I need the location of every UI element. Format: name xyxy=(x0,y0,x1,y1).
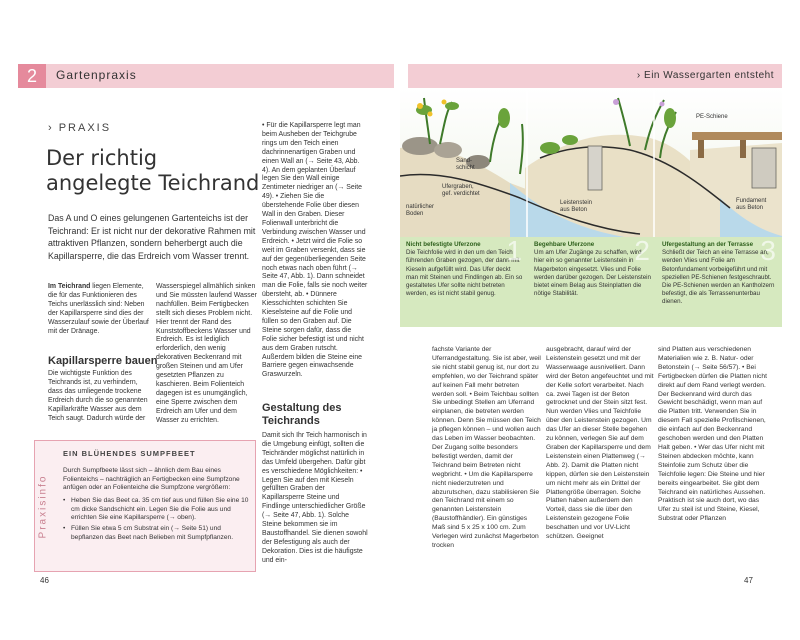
chapter-title: Gartenpraxis xyxy=(56,68,137,82)
column-1-text: liegen Elemente, die für das Funktionieren des Teichs unerlässlich sind: Neben der Kapillarsperre sind dies der Wasserzulauf sowie der Überlauf mit der Dränage. xyxy=(48,283,149,335)
intro-paragraph: Das A und O eines gelungenen Gartenteichs ist der Teichrand: Er ist nicht nur der dekorative Rahmen mit attraktiven Pflanzen, sondern beherbergt auch die Kapillarsperre, die das Erdreich vom Wasser trennt. xyxy=(48,213,256,261)
caption-2 xyxy=(534,235,652,298)
praxisinfo-box xyxy=(34,440,256,572)
column-4-paragraph: fachste Variante der Uferrandgestaltung. Sie ist aber, weil sie nicht stabil genug ist, nur dort zu empfehlen, wo der Teichrand später auf keinen Fall mehr betreten werden soll. • Beim Teichbau sollten Sie unbedingt Stellen am Uferrand einplanen, die betreten werden können. Denn Sie müssen den Teich ja pflegen können – und wollen auch das Leben im Wasser beobachten. Der Zugang sollte besonders befestigt werden, damit der Teichrand beim Betreten nicht wegbricht. • Um die Kapillarsperre nicht niederzutreten und abzurutschen, dazu stabilisieren Sie den Teichrand mit einem so genannten Leistenstein (Baustoffhändler). Ein günstiges Maß sind 5 x 25 x 100 cm. Zum Verlegen wird zunächst Magerbeton trocken xyxy=(432,346,541,549)
caption-2-text: Um am Ufer Zugänge zu schaffen, wird hier ein so genannter Leistenstein in Magerbeton eingesetzt. Vlies und Folie werden darüber gezogen. Der Leistenstein bietet einem Belag aus Steinplatten die nötige Stabilität. xyxy=(534,249,651,298)
column-2-paragraph: Wasserspiegel allmählich sinken und Sie müssten laufend Wasser nachfüllen. Beim Fertigbecken stellt sich dieses Problem nicht. Hier trennt der Rand des Kunststoffbeckens Wasser und Erdreich. Es ist lediglich erforderlich, den wenig dekorativen Beckenrand mit großen Steinen und am Ufer gesetzten Pflanzen zu kaschieren. Beim Folienteich dagegen ist es unumgänglich, eine Sperre zwischen dem Erdreich am Ufer und dem Wasser zu errichten. xyxy=(156,283,257,424)
page-number-left: 46 xyxy=(40,576,49,585)
praxisinfo-bullet: • Füllen Sie etwa 5 cm Substrat ein (→ Seite 51) und bepflanzen das Beet nach Belieben mit Sumpfpflanzen. xyxy=(63,525,251,542)
page-number-right: 47 xyxy=(744,576,753,585)
praxisinfo-text: Durch Sumpfbeete lässt sich – ähnlich dem Bau eines Folienteichs – nachträglich an Fertigbecken eine Sumpfzone anfügen oder an Folienteiche die Sumpfzone vergrößern: xyxy=(63,467,240,492)
label-boden: natürlicher Boden xyxy=(406,204,435,217)
column-6-paragraph: sind Platten aus verschiedenen Materialien wie z. B. Natur- oder Betonstein (→ Seite 56/57). • Bei Fertigbecken dürfen die Platten nicht direkt auf dem Rand verlegt werden. Der Beckenrand wird durch das Gewicht beschädigt, wenn man auf die Platten tritt. Verwenden Sie in diesem Fall spezielle Profilschienen, die einfach auf den Beckenrand geschoben werden und den Platten Halt geben. • Wer das Ufer nicht mit Steinen abdecken möchte, kann Steinfolie zum Schutz über die Teichfolie legen: Die Steine und hier bereits eingearbeitet. Sie gibt dem Teichrand ein natürliches Aussehen. Praktisch ist sie auch dort, wo das Ufer zu steil ist und Steine, Kiesel, Substrat oder Pflanzen xyxy=(658,346,767,523)
caption-1 xyxy=(406,235,524,298)
pond-edge-illustration xyxy=(400,88,782,242)
page-title: Der richtig angelegte Teichrand xyxy=(46,146,260,195)
caption-strip xyxy=(400,237,782,327)
praxisinfo-title: EIN BLÜHENDES SUMPFBEET xyxy=(63,449,196,458)
caption-3 xyxy=(662,235,778,307)
chapter-number: 2 xyxy=(18,64,46,88)
label-pe-schiene: PE-Schiene xyxy=(696,114,728,120)
caption-3-number: 3 xyxy=(760,235,776,266)
section-kicker: › PRAXIS xyxy=(48,122,112,134)
subhead-kapillarsperre: Kapillarsperre bauen xyxy=(48,355,158,367)
caption-2-title: Begehbare Uferzone xyxy=(534,241,595,248)
column-3-paragraph-2: Damit sich Ihr Teich harmonisch in die Umgebung einfügt, sollten die Teichränder möglichst natürlich in das Umfeld übergehen. Dafür gibt es verschiedene Möglichkeiten: • Legen Sie auf den mit Kieseln gefüllten Graben der Kapillarsperre Steine und Findlinge unterschiedlicher Größe (→ Seite 47, Abb. 1). Solche Steine bekommen sie im Baustoffhandel. Sie dienen sowohl der Befestigung als auch der Dekoration. Dies ist die häufigste und ein- xyxy=(262,432,368,564)
column-5-paragraph: ausgebracht, darauf wird der Leistenstein gesetzt und mit der Wasserwaage ausnivelliert. Dann wird der Beton angefeuchtet und mit der Kelle sofort verarbeitet. Nach ca. zwei Tagen ist der Beton getrocknet und der Stein sitzt fest. Nun werden Vlies und Teichfolie über den Leistenstein gezogen. Um das Ufer an dieser Stelle begehen zu können, verlegen Sie auf dem Graben der Kapillarsperre und dem Leistenstein einen Plattenweg (→ Abb. 2). Damit die Platten nicht kippen, dürfen sie den Leistenstein um nicht mehr als ein Drittel der Plattengröße überragen. Solche Platten haben außerdem den Vorteil, dass sie die über den Leistenstein gezogene Folie beschatten und vor UV-Licht schützen. Geeignet xyxy=(546,346,654,541)
caption-1-text: Die Teichfolie wird in den um den Teich führenden Graben gezogen, der dann mit Kieseln aufgefüllt wird. Das Ufer deckt man mit Steinen und Findlingen ab. Ein so gestaltetes Ufer sollte nicht betreten werden, es ist nicht stabil genug. xyxy=(406,249,523,298)
running-head: › Ein Wassergarten entsteht xyxy=(636,70,774,81)
caption-2-number: 2 xyxy=(634,235,650,266)
praxisinfo-vertical-label: Praxisinfo xyxy=(37,474,49,539)
caption-1-number: 1 xyxy=(506,235,522,266)
subhead-gestaltung: Gestaltung des Teichrands xyxy=(262,402,342,427)
column-1-paragraph-2: Die wichtigste Funktion des Teichrands ist, zu verhindern, dass das umliegende trockene Erdreich durch die so genannten Kapillarkräfte Wasser aus dem Teich saugt. Dadurch würde der xyxy=(48,370,148,422)
caption-1-title: Nicht befestigte Uferzone xyxy=(406,241,481,248)
caption-3-title: Ufergestaltung an der Terrasse xyxy=(662,241,754,248)
label-sandschicht: Sand- schicht xyxy=(456,158,475,171)
praxisinfo-bullet: • Heben Sie das Beet ca. 35 cm tief aus und füllen Sie eine 10 cm dicke Sandschicht ein. Legen Sie die Folie aus und errichten Sie eine Kapillarsperre (→ oben). xyxy=(63,497,251,523)
label-leistenstein: Leistenstein aus Beton xyxy=(560,200,593,213)
column-1-lead: Im Teichrand xyxy=(48,283,91,290)
column-1-paragraph xyxy=(48,283,150,336)
label-ufergraben: Ufergraben, gef. verdichtet xyxy=(442,184,480,197)
label-fundament: Fundament aus Beton xyxy=(736,198,767,211)
caption-3-text: Schließt der Teich an eine Terrasse an, werden Vlies und Folie am Betonfundament vorbeigeführt und mit speziellen PE-Schienen festgeschraubt. Die PE-Schienen werden an Kantholzern befestigt, die als Terrassenunterbau dienen. xyxy=(662,249,775,306)
column-3-paragraph: • Für die Kapillarsperre legt man beim Ausheben der Teichgrube rings um den Teich einen dachrinnenartigen Graben und einen Wall an (→ Seite 43, Abb. 4). An dem geplanten Überlauf legen Sie den Wall einige Zentimeter niedriger an (→ Seite 49). • Ziehen Sie die überstehende Folie über diesen Wall in den Graben. Dieser Folienwall unterbricht die Verbindung zwischen Wasser und Erdreich. • Jetzt wird die Folie so weit im Graben versenkt, dass sie auf der gegenüberliegenden Seite noch etwas nach oben führt (→ Seite 47, Abb. 1). Dann schneidet man die Folie, falls sie noch weiter übersteht, ab. • Dünnere Kiesschichten schichten Sie Kieselsteine auf die Folie und füllen so den Graben auf. Die Steine sorgen dafür, dass die Folie sicher befestigt ist und nicht aus dem Graben rutscht. Außerdem bilden die Steine eine Barriere gegen einwachsende Graswurzeln. xyxy=(262,122,368,379)
